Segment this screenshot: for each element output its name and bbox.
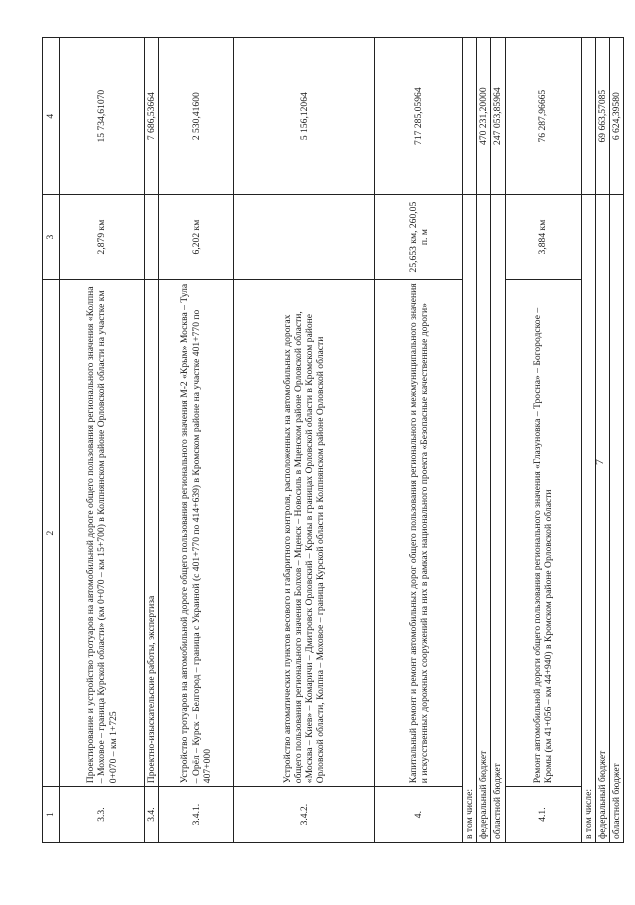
table-row [159, 38, 234, 843]
item-amount: 76 287,96665 [505, 38, 581, 195]
subtotal-amount: 6 624,39580 [609, 38, 623, 195]
subtotal-amount [581, 38, 595, 195]
subtotal-label: областной бюджет [491, 195, 505, 843]
item-description: Устройство автоматических пунктов весового и габаритного контроля, расположенных на автомобильных дорогах общего пользования регионального значения Болхов – Мценск – Новосиль в Мценском районе Орловской области, «Москва – Киев» – Комаричи – Дмитровск Орловский – Кромы в границах Орловской области в Кромском районе Орловской области, Колпна – Моховое – граница Курской области в Колпнянском районе Орловской области [234, 279, 375, 786]
item-measure: 3,884 км [505, 195, 581, 280]
subtotal-amount: 247 053,85964 [491, 38, 505, 195]
column-header-4: 4 [43, 38, 60, 195]
table-row [234, 38, 375, 843]
subtotal-label: федеральный бюджет [477, 195, 491, 843]
item-number: 4. [375, 787, 463, 843]
subtotal-amount [463, 38, 477, 195]
item-amount: 717 285,05964 [375, 38, 463, 195]
item-amount: 5 156,12064 [234, 38, 375, 195]
header-row [43, 38, 60, 843]
item-measure [234, 195, 375, 280]
subtotal-label: федеральный бюджет [595, 195, 609, 843]
subtotal-row [595, 38, 609, 843]
subtotal-row [463, 38, 477, 843]
item-number: 3.4. [145, 787, 159, 843]
subtotal-label: в том числе: [581, 195, 595, 843]
item-number: 3.3. [60, 787, 145, 843]
item-amount: 2 530,41600 [159, 38, 234, 195]
item-measure: 6,202 км [159, 195, 234, 280]
item-measure [145, 195, 159, 280]
column-header-3: 3 [43, 195, 60, 280]
item-amount: 7 686,53664 [145, 38, 159, 195]
subtotal-row [477, 38, 491, 843]
table-row [505, 38, 581, 843]
column-header-1: 1 [43, 787, 60, 843]
item-description: Ремонт автомобильной дороги общего пользования регионального значения «Глазуновка – Тросна» – Богородское – Кромы (км 41+056 – км 44+940) в Кромском районе Орловской области [505, 279, 581, 786]
subtotal-row [491, 38, 505, 843]
item-description: Капитальный ремонт и ремонт автомобильных дорог общего пользования регионального и межмуниципального значения и искусственных дорожных сооружений на них в рамках национального проекта «Безопасные качественные дороги» [375, 279, 463, 786]
item-description: Проектно-изыскательские работы, экспертиза [145, 279, 159, 786]
item-description: Устройство тротуаров на автомобильной дороге общего пользования регионального значения М-2 «Крым» Москва – Тула – Орёл – Курск – Белгород – граница с Украиной (с 401+770 по 414+639) в Кромском районе на участке 401+770 по 407+000 [159, 279, 234, 786]
column-header-2: 2 [43, 279, 60, 786]
subtotal-row [609, 38, 623, 843]
item-measure: 25,653 км, 260,05 п. м [375, 195, 463, 280]
table-row [145, 38, 159, 843]
item-number: 4.1. [505, 787, 581, 843]
subtotal-amount: 69 663,57085 [595, 38, 609, 195]
table-row [375, 38, 463, 843]
page-number: 7 [592, 459, 606, 465]
item-number: 3.4.1. [159, 787, 234, 843]
item-description: Проектирование и устройство тротуаров на автомобильной дороге общего пользования регионального значения «Колпна – Моховое – граница Курской области» (км 0+070 – км 15+700) в Колпнянском районе Орловской области на участке км 0+070 – км 1+725 [60, 279, 145, 786]
item-amount: 15 734,61070 [60, 38, 145, 195]
subtotal-amount: 470 231,20000 [477, 38, 491, 195]
works-table [42, 37, 624, 843]
table-row [60, 38, 145, 843]
item-number: 3.4.2. [234, 787, 375, 843]
subtotal-label: в том числе: [463, 195, 477, 843]
item-measure: 2,879 км [60, 195, 145, 280]
subtotal-row [581, 38, 595, 843]
subtotal-label: областной бюджет [609, 195, 623, 843]
